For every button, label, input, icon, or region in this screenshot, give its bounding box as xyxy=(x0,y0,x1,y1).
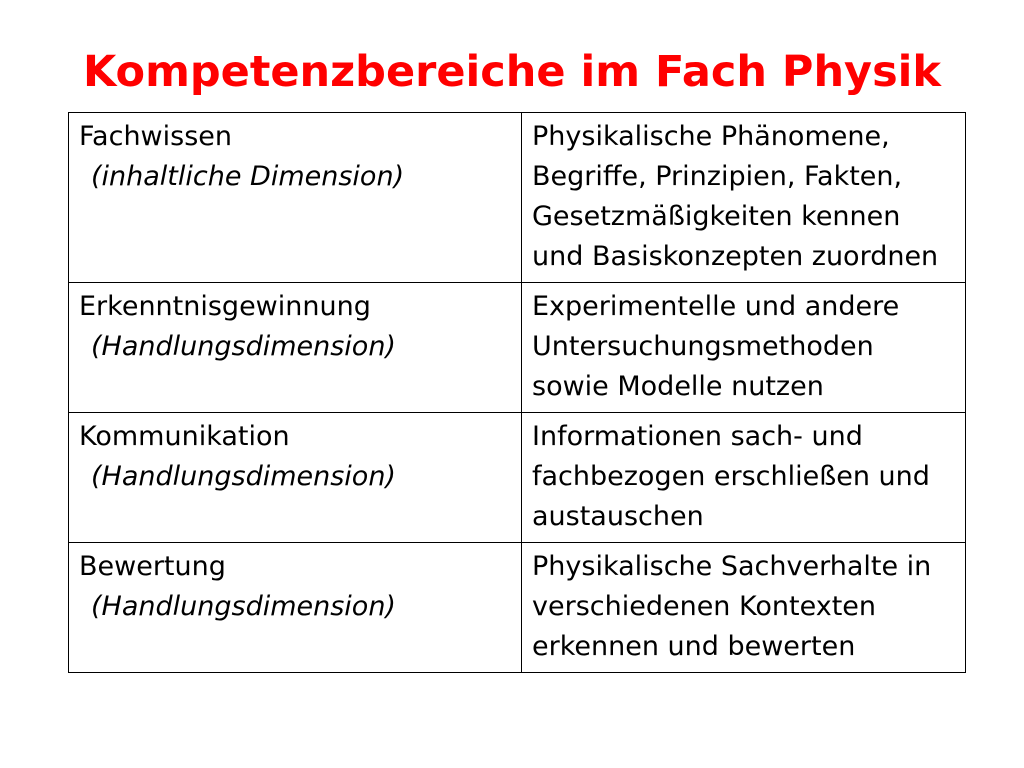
competence-area-cell xyxy=(69,113,522,283)
table-row xyxy=(69,543,966,673)
competence-dimension: (Handlungsdimension) xyxy=(91,591,396,622)
competence-description-cell xyxy=(522,413,966,543)
table-row xyxy=(69,413,966,543)
competence-description: Experimentelle und andere Untersuchungsmethoden sowie Modelle nutzen xyxy=(532,291,900,402)
table-row xyxy=(69,283,966,413)
competence-area-name: Kommunikation xyxy=(79,421,290,452)
competence-description: Informationen sach- und fachbezogen erschließen und austauschen xyxy=(532,421,930,532)
competence-description-cell xyxy=(522,543,966,673)
competence-description-cell xyxy=(522,113,966,283)
competence-area-name: Bewertung xyxy=(79,551,226,582)
competence-area-name: Erkenntnisgewinnung xyxy=(79,291,371,322)
competence-area-cell xyxy=(69,413,522,543)
competence-area-cell xyxy=(69,283,522,413)
table-row xyxy=(69,113,966,283)
competence-description-cell xyxy=(522,283,966,413)
competence-description: Physikalische Sachverhalte in verschiedenen Kontexten erkennen und bewerten xyxy=(532,551,932,662)
competence-dimension: (Handlungsdimension) xyxy=(91,331,396,362)
competence-area-name: Fachwissen xyxy=(79,121,232,152)
competence-area-cell xyxy=(69,543,522,673)
competence-dimension: (inhaltliche Dimension) xyxy=(91,161,405,192)
competence-table xyxy=(68,112,966,673)
competence-dimension: (Handlungsdimension) xyxy=(91,461,396,492)
slide-title: Kompetenzbereiche im Fach Physik xyxy=(82,47,942,97)
competence-description: Physikalische Phänomene, Begriffe, Prinzipien, Fakten, Gesetzmäßigkeiten kennen und Basiskonzepten zuordnen xyxy=(532,121,939,272)
